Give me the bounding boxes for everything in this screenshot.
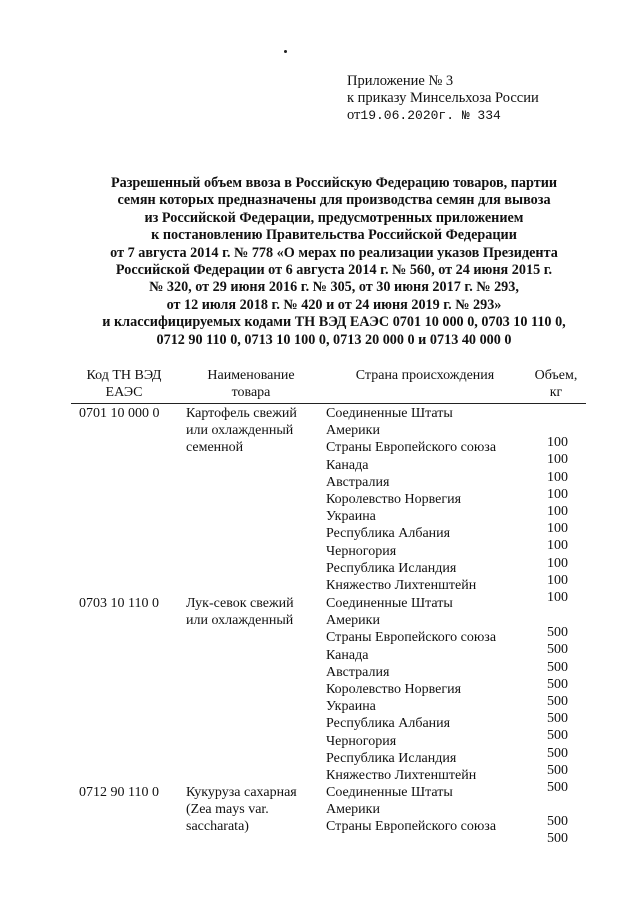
country-line: Республика Исландия (326, 560, 457, 576)
header-volume-line2: кг (549, 385, 563, 400)
product-name-line: Картофель свежий (186, 406, 297, 421)
volume-value: 100 (547, 538, 568, 554)
row-code: 0701 10 000 0 (79, 406, 160, 421)
volume-value: 500 (547, 779, 568, 795)
country-line: Страны Европейского союза (326, 630, 497, 646)
title-line: и классифицируемых кодами ТН ВЭД ЕАЭС 0701 10 000 0, 0703 10 110 0, (102, 314, 566, 331)
product-name-line: (Zea mays var. (186, 802, 269, 818)
annex-header (347, 73, 539, 124)
volume-value (520, 607, 568, 624)
volume-value: 500 (547, 814, 568, 830)
country-line: Республика Албания (326, 716, 451, 732)
row-countries (326, 784, 496, 836)
volume-value: 100 (547, 435, 568, 451)
row-countries (326, 405, 496, 594)
title-line: от 7 августа 2014 г. № 778 «О мерах по реализации указов Президента (110, 244, 558, 261)
product-name-line: saccharata) (186, 819, 249, 835)
volume-value: 500 (547, 745, 568, 761)
row-countries (326, 595, 496, 784)
title-line: из Российской Федерации, предусмотренных приложением (144, 209, 524, 226)
header-code-line2: ЕАЭС (105, 385, 143, 400)
header-volume (528, 367, 584, 401)
volume-value: 500 (547, 659, 568, 675)
header-volume-line1: Объем, (534, 368, 578, 383)
country-line: Страны Европейского союза (326, 440, 497, 456)
country-line: Канада (326, 647, 369, 663)
row-product-name (186, 595, 294, 629)
volume-value (520, 796, 568, 813)
country-line: Америки (326, 423, 380, 439)
country-line: Америки (326, 802, 380, 818)
country-line: Украина (326, 509, 376, 525)
country-line: Республика Албания (326, 526, 451, 542)
volume-value: 100 (547, 469, 568, 485)
header-name (196, 367, 306, 401)
product-name-line: Кукуруза сахарная (186, 785, 297, 800)
product-name-line: Лук-севок свежий (186, 596, 294, 611)
header-divider (71, 403, 586, 404)
country-line: Черногория (326, 543, 397, 559)
scan-speck (284, 50, 287, 53)
header-code-line1: Код ТН ВЭД (86, 368, 162, 383)
volume-value (520, 417, 568, 434)
header-country-line1: Страна происхождения (355, 368, 495, 383)
country-line: Америки (326, 613, 380, 629)
country-line: Черногория (326, 733, 397, 749)
title-line: № 320, от 29 июня 2016 г. № 305, от 30 июня 2017 г. № 293, (149, 279, 519, 296)
annex-date-prefix: от (347, 107, 361, 123)
volume-value: 100 (547, 572, 568, 588)
header-country (340, 367, 510, 384)
country-line: Австралия (326, 664, 390, 680)
country-line: Королевство Норвегия (326, 491, 462, 507)
annex-order-ref: к приказу Минсельхоза России (347, 90, 539, 106)
title-line: 0712 90 110 0, 0713 10 100 0, 0713 20 000 0 и 0713 40 000 0 (156, 331, 512, 348)
country-line: Соединенные Штаты (326, 406, 453, 421)
row-code: 0712 90 110 0 (79, 785, 159, 800)
volume-value: 100 (547, 589, 568, 605)
header-name-line1: Наименование (207, 368, 295, 383)
volume-value: 100 (547, 555, 568, 571)
volume-value: 500 (547, 642, 568, 658)
volume-value: 500 (547, 711, 568, 727)
row-volumes (520, 417, 568, 606)
country-line: Соединенные Штаты (326, 596, 453, 611)
row-volumes (520, 607, 568, 796)
product-name-line: семенной (186, 440, 244, 456)
country-line: Княжество Лихтенштейн (326, 577, 477, 593)
country-line: Страны Европейского союза (326, 819, 497, 835)
annex-number: Приложение № 3 (347, 73, 454, 89)
country-line: Украина (326, 699, 376, 715)
volume-value: 100 (547, 521, 568, 537)
title-line: от 12 июля 2018 г. № 420 и от 24 июня 2019 г. № 293» (166, 296, 502, 313)
annex-order-date (347, 107, 539, 124)
volume-value: 500 (547, 728, 568, 744)
row-code: 0703 10 110 0 (79, 596, 159, 611)
annex-date-value: 19.06.2020г. № 334 (360, 108, 501, 123)
title-line: Разрешенный объем ввоза в Российскую Федерацию товаров, партии (110, 175, 558, 191)
volume-value: 500 (547, 625, 568, 641)
title-line: Российской Федерации от 6 августа 2014 г. № 560, от 24 июня 2015 г. (115, 262, 553, 279)
volume-value: 100 (547, 486, 568, 502)
row-product-name (186, 405, 297, 457)
volume-value: 100 (547, 503, 568, 519)
header-code (76, 367, 172, 401)
country-line: Княжество Лихтенштейн (326, 767, 477, 783)
volume-value: 500 (547, 762, 568, 778)
row-volumes (520, 796, 568, 848)
volume-value: 500 (547, 676, 568, 692)
title-line: семян которых предназначены для производства семян для вывоза (117, 192, 551, 209)
row-product-name (186, 784, 297, 836)
product-name-line: или охлажденный (186, 423, 294, 439)
country-line: Соединенные Штаты (326, 785, 453, 800)
title-line: к постановлению Правительства Российской Федерации (151, 227, 517, 244)
country-line: Австралия (326, 474, 390, 490)
volume-value: 500 (547, 693, 568, 709)
volume-value: 100 (547, 452, 568, 468)
header-name-line2: товара (231, 385, 271, 400)
document-title (60, 175, 608, 349)
volume-value: 500 (547, 831, 568, 847)
country-line: Канада (326, 457, 369, 473)
product-name-line: или охлажденный (186, 613, 294, 629)
country-line: Королевство Норвегия (326, 681, 462, 697)
country-line: Республика Исландия (326, 750, 457, 766)
